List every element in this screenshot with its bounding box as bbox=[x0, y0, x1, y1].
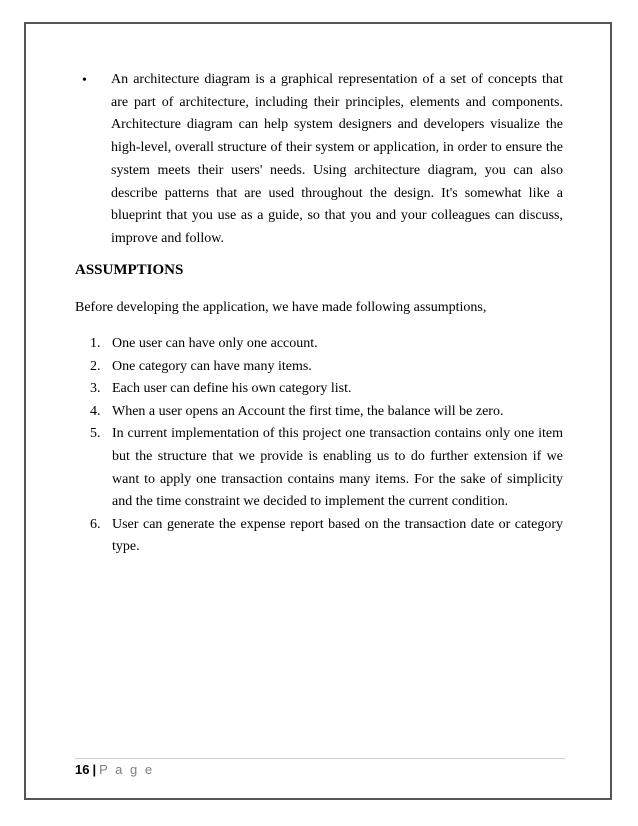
page-label: P a g e bbox=[99, 762, 155, 777]
section-heading: ASSUMPTIONS bbox=[75, 262, 184, 278]
footer-separator: | bbox=[92, 762, 97, 777]
list-item bbox=[90, 333, 563, 356]
list-item-text: User can generate the expense report based on the transaction date or category type. bbox=[112, 516, 563, 555]
list-item bbox=[90, 401, 563, 424]
bullet-icon: • bbox=[82, 73, 87, 88]
list-item-text: One user can have only one account. bbox=[112, 336, 318, 351]
list-item-number: 1. bbox=[90, 336, 101, 351]
bullet-text: An architecture diagram is a graphical representation of a set of concepts that are part of architecture, including their principles, elements and components. Architecture diagram can help system designers and developers visualize the high-level, overall structure of their system or application, in order to ensure the system meets their users' needs. Using architecture diagram, you can also describe patterns that are used throughout the design. It's somewhat like a blueprint that you use as a guide, so that you and your colleagues can discuss, improve and follow. bbox=[111, 72, 563, 246]
page-footer bbox=[75, 761, 154, 779]
list-item bbox=[90, 423, 563, 513]
list-item-text: Each user can define his own category list. bbox=[112, 381, 352, 397]
footer-divider bbox=[75, 758, 565, 759]
page-number: 16 bbox=[75, 762, 90, 777]
list-item bbox=[90, 514, 563, 559]
list-item-number: 6. bbox=[90, 516, 101, 532]
assumptions-list bbox=[90, 333, 563, 559]
list-item-text: In current implementation of this project one transaction contains only one item but the structure that we provide is enabling us to do further extension if we want to apply one transaction contains many items. For the sake of simplicity and the time constraint we decided to implement the current condition. bbox=[112, 426, 563, 510]
list-item-number: 4. bbox=[90, 403, 101, 419]
list-item-text: One category can have many items. bbox=[112, 358, 312, 374]
list-item bbox=[90, 356, 563, 379]
section-intro: Before developing the application, we have made following assumptions, bbox=[75, 300, 487, 315]
list-item-number: 5. bbox=[90, 426, 101, 442]
list-item bbox=[90, 378, 563, 401]
list-item-number: 3. bbox=[90, 381, 101, 397]
list-item-number: 2. bbox=[90, 358, 101, 374]
bullet-paragraph bbox=[82, 69, 563, 251]
list-item-text: When a user opens an Account the first time, the balance will be zero. bbox=[112, 403, 504, 419]
